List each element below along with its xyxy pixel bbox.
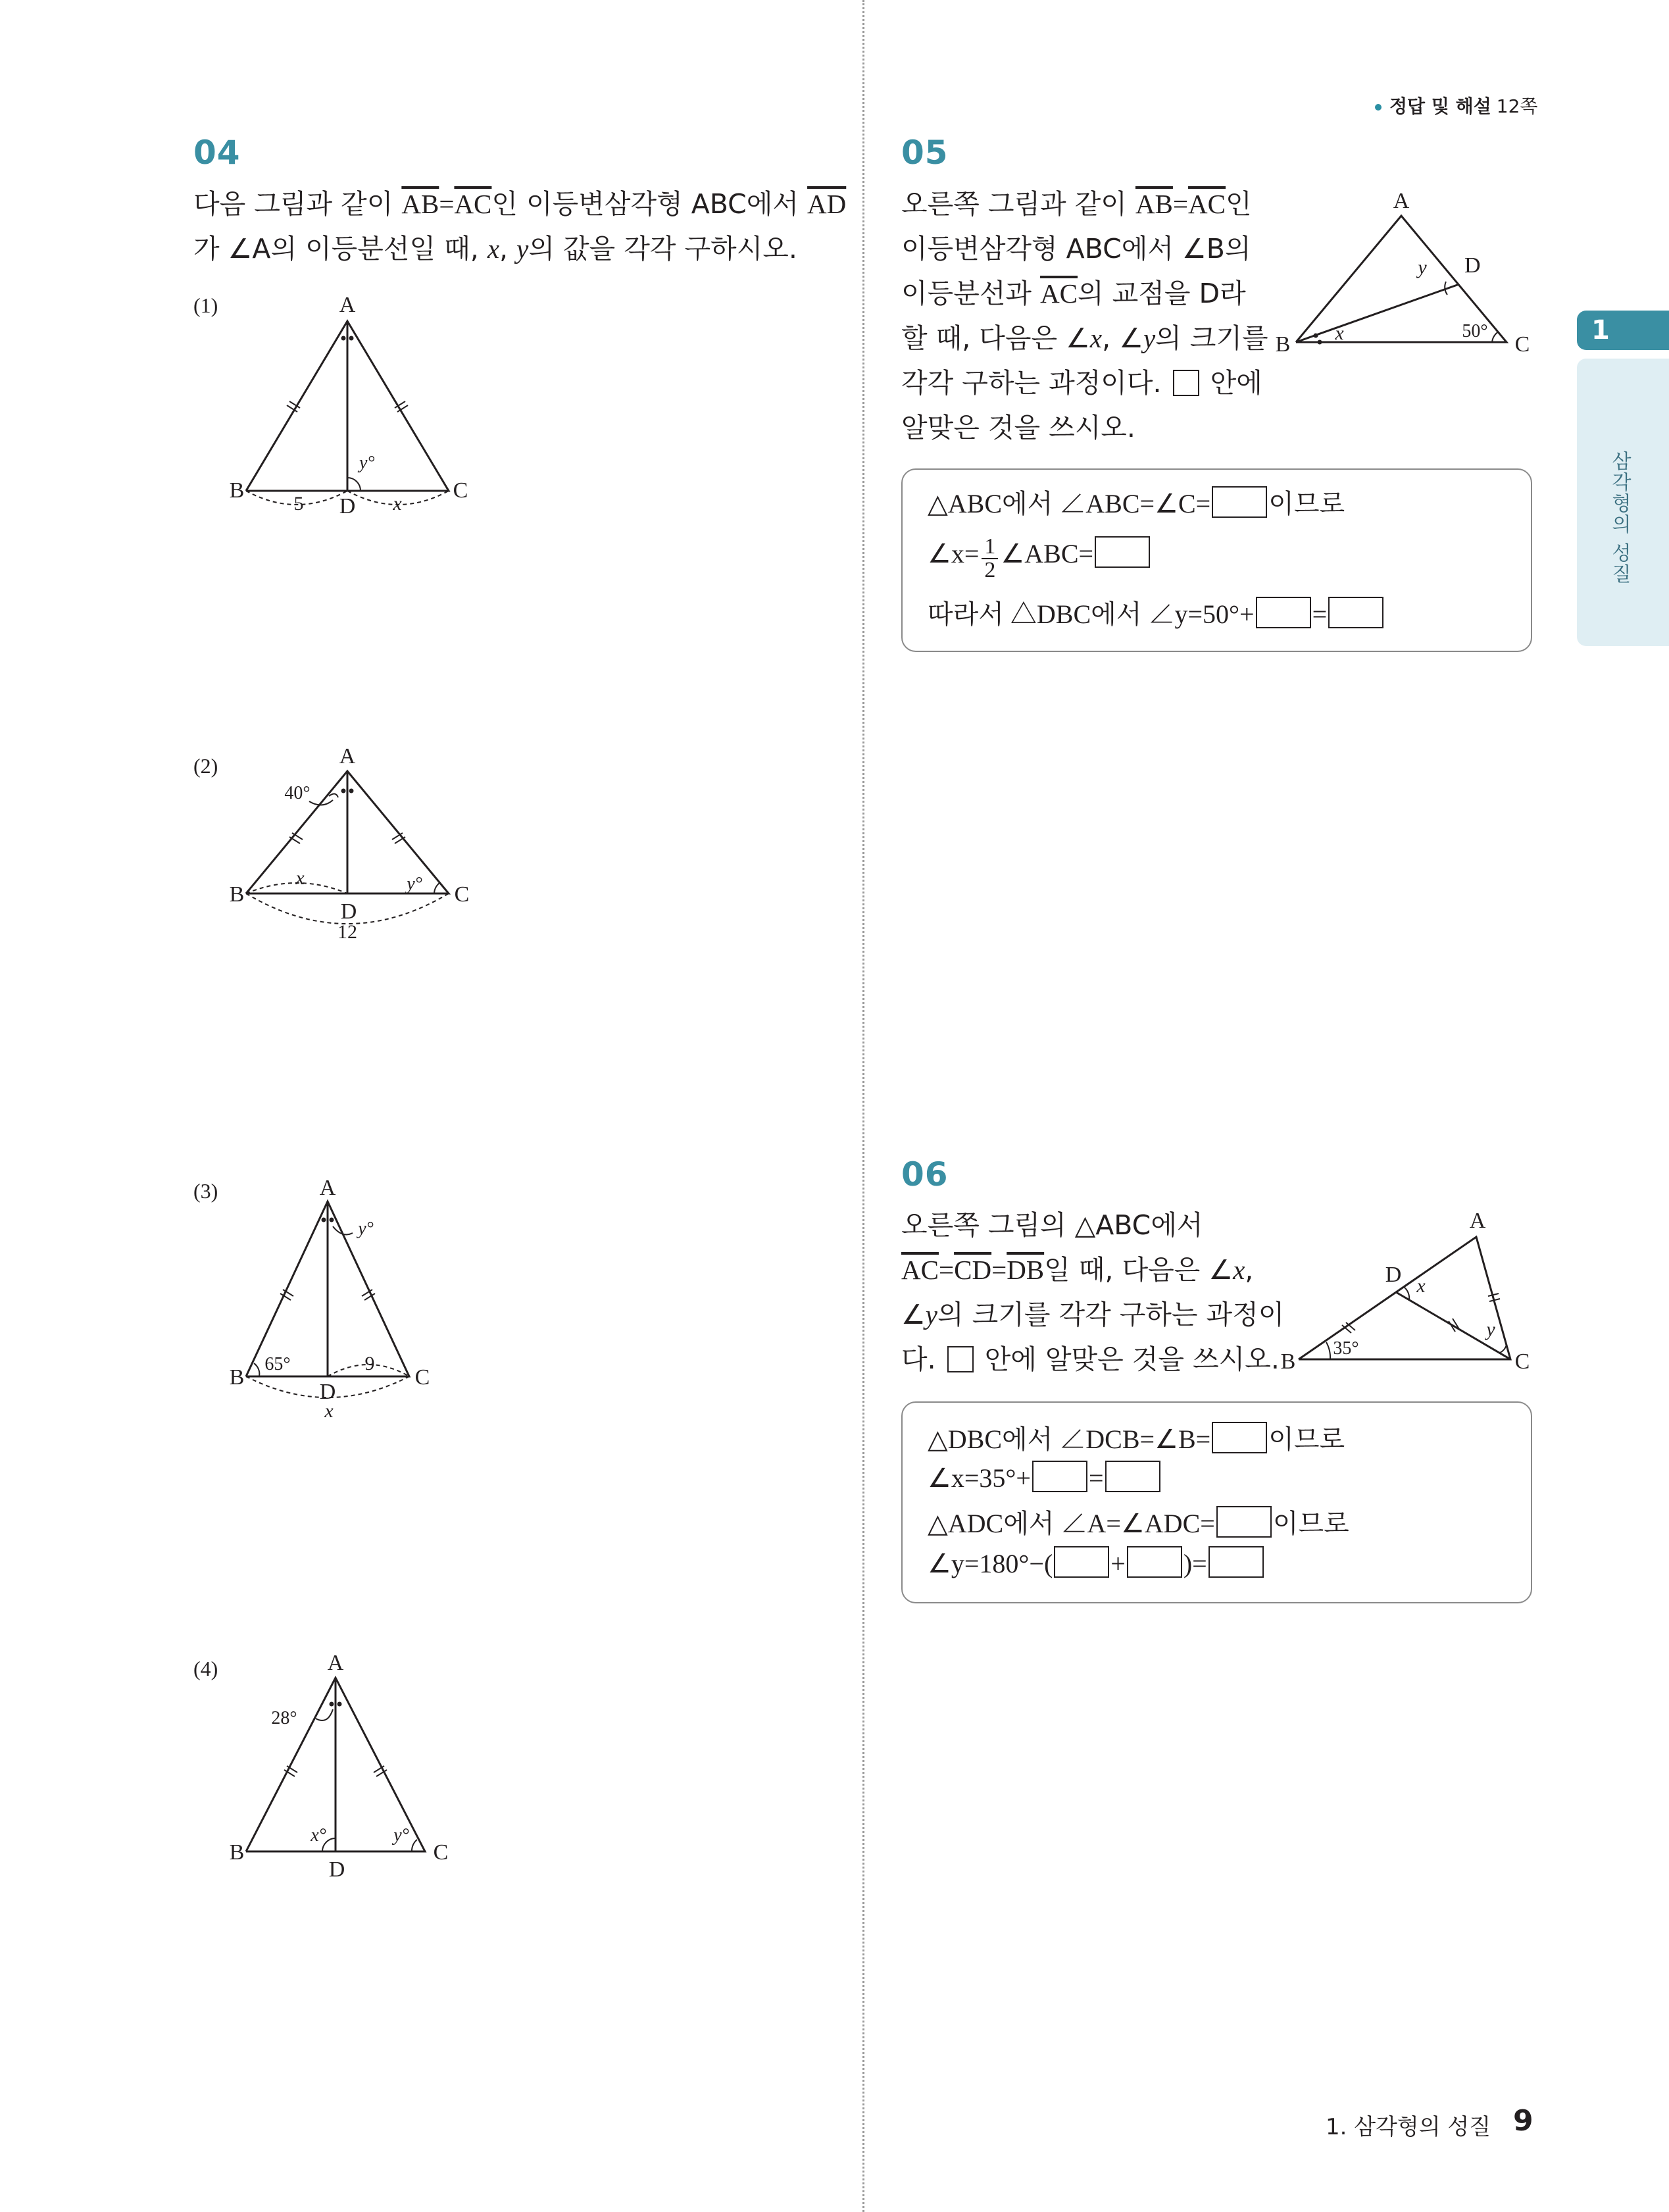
footer-chapter-title: 1. 삼각형의 성질 xyxy=(1326,2114,1491,2140)
question-text: 오른쪽 그림과 같이 $\overline{AB}=\overline{AC}$인 이등변삼각형 ABC에서 ∠B의 이등분선과 $\overline{AC}$의 교점을 D라 할 때, 다음은 ∠x, ∠y의 크기를 각각 구하는 과정이다. 안에 알맞은 것을 쓰시오. xyxy=(901,188,1268,443)
angle-label: y xyxy=(1486,1319,1495,1340)
length-label: x xyxy=(324,1400,334,1422)
triangle-figure-1 xyxy=(217,283,480,526)
vertex-label-d: D xyxy=(1464,253,1481,278)
vertex-label-b: B xyxy=(1275,332,1291,357)
angle-label: y° xyxy=(359,453,375,473)
vertex-label-a: A xyxy=(1469,1209,1486,1233)
page-number: 9 xyxy=(1513,2104,1533,2138)
blank-box-icon xyxy=(1173,370,1199,396)
answer-blank[interactable] xyxy=(1054,1546,1109,1578)
angle-label: 50° xyxy=(1462,321,1488,341)
answer-blank[interactable] xyxy=(1208,1546,1264,1578)
angle-label: y xyxy=(1418,257,1427,278)
angle-label: x° xyxy=(311,1825,326,1846)
vertex-label-b: B xyxy=(229,1840,245,1865)
vertex-label-c: C xyxy=(454,882,470,907)
answer-blank[interactable] xyxy=(1127,1546,1182,1578)
vertex-label-a: A xyxy=(327,1651,344,1675)
length-label: 9 xyxy=(364,1353,375,1374)
answer-blank[interactable] xyxy=(1256,597,1311,628)
fraction: $\frac{1}{2}$ xyxy=(982,536,998,582)
length-label: 12 xyxy=(337,921,357,943)
question-text: 다음 그림과 같이 $\overline{AB}=\overline{AC}$인 이등변삼각형 ABC에서 $\overline{AD}$ 가 ∠A의 이등분선일 때, x, y의 값을 각각 구하시오. xyxy=(193,188,847,264)
angle-label: 65° xyxy=(264,1354,291,1374)
triangle-figure-2 xyxy=(217,743,480,954)
vertex-label-c: C xyxy=(1514,1349,1530,1374)
answer-blank[interactable] xyxy=(1212,486,1267,518)
part-label: (4) xyxy=(193,1657,218,1680)
solution-line-3: 따라서 △DBC에서 ∠y=50°+ = xyxy=(928,593,1385,631)
triangle-figure-3 xyxy=(217,1169,480,1432)
question-number: 05 xyxy=(901,134,949,172)
angle-label: y° xyxy=(393,1825,409,1846)
chapter-number-tab: 1 xyxy=(1577,311,1669,350)
angle-label: x xyxy=(1416,1275,1426,1297)
vertex-label-d: D xyxy=(319,1380,336,1404)
vertex-label-d: D xyxy=(340,899,357,924)
solution-line-2: ∠x=35°+ = xyxy=(928,1461,1162,1494)
question-text: 오른쪽 그림의 △ABC에서 $\overline{AC}=\overline{CD}=\overline{DB}$일 때, 다음은 ∠x, ∠y의 크기를 각각 구하는 과정이 다. 안에 알맞은 것을 쓰시오. xyxy=(901,1209,1285,1375)
vertex-label-a: A xyxy=(319,1176,336,1200)
angle-label: y° xyxy=(407,874,422,894)
part-label: (3) xyxy=(193,1179,218,1203)
vertex-label-d: D xyxy=(339,494,356,518)
blank-box-icon xyxy=(947,1346,974,1372)
answer-blank[interactable] xyxy=(1032,1461,1087,1492)
vertex-label-c: C xyxy=(453,478,468,503)
vertex-label-a: A xyxy=(339,744,356,768)
bullet-icon xyxy=(1375,104,1382,111)
vertex-label-b: B xyxy=(229,882,245,907)
angle-label: y° xyxy=(358,1219,374,1239)
solution-box xyxy=(901,468,1532,652)
vertex-label-a: A xyxy=(339,293,356,317)
length-label: x xyxy=(295,867,305,889)
vertex-label-c: C xyxy=(414,1365,430,1390)
page-divider xyxy=(862,0,864,2212)
solution-line-4: ∠y=180°−( + )= xyxy=(928,1546,1265,1579)
vertex-label-b: B xyxy=(229,478,245,503)
answer-label: 정답 및 해설 xyxy=(1389,95,1491,117)
answer-reference xyxy=(1375,92,1537,118)
vertex-label-c: C xyxy=(1514,332,1530,357)
length-label: x xyxy=(393,493,402,515)
question-number: 04 xyxy=(193,134,241,172)
answer-blank[interactable] xyxy=(1105,1461,1160,1492)
answer-blank[interactable] xyxy=(1095,536,1150,568)
answer-page: 12쪽 xyxy=(1496,95,1538,117)
vertex-label-b: B xyxy=(229,1365,245,1390)
angle-label: x xyxy=(1335,322,1344,344)
answer-blank[interactable] xyxy=(1216,1506,1272,1538)
triangle-figure-q05 xyxy=(1270,184,1546,362)
solution-line-3: △ADC에서 ∠A=∠ADC= 이므로 xyxy=(928,1503,1349,1540)
question-number: 06 xyxy=(901,1155,949,1194)
answer-blank[interactable] xyxy=(1212,1422,1267,1453)
triangle-figure-4 xyxy=(217,1645,480,1895)
solution-line-1: △DBC에서 ∠DCB=∠B= 이므로 xyxy=(928,1419,1345,1456)
solution-box xyxy=(901,1401,1532,1603)
chapter-title: 삼각형의 성질 xyxy=(1608,451,1631,585)
angle-label: 28° xyxy=(271,1708,297,1728)
part-label: (1) xyxy=(193,293,218,317)
vertex-label-b: B xyxy=(1280,1349,1296,1374)
angle-label: 40° xyxy=(284,783,311,803)
vertex-label-d: D xyxy=(328,1857,345,1882)
chapter-side-tab xyxy=(1577,359,1669,646)
vertex-label-c: C xyxy=(433,1840,449,1865)
solution-line-2: ∠x= $\frac{1}{2}$ ∠ABC= xyxy=(928,536,1151,582)
vertex-label-d: D xyxy=(1385,1263,1402,1287)
length-label: 5 xyxy=(293,493,304,515)
triangle-figure-q06 xyxy=(1270,1204,1546,1375)
solution-line-1: △ABC에서 ∠ABC=∠C= 이므로 xyxy=(928,483,1345,520)
angle-label: 35° xyxy=(1333,1338,1359,1359)
part-label: (2) xyxy=(193,754,218,778)
answer-blank[interactable] xyxy=(1328,597,1383,628)
vertex-label-a: A xyxy=(1393,189,1410,213)
